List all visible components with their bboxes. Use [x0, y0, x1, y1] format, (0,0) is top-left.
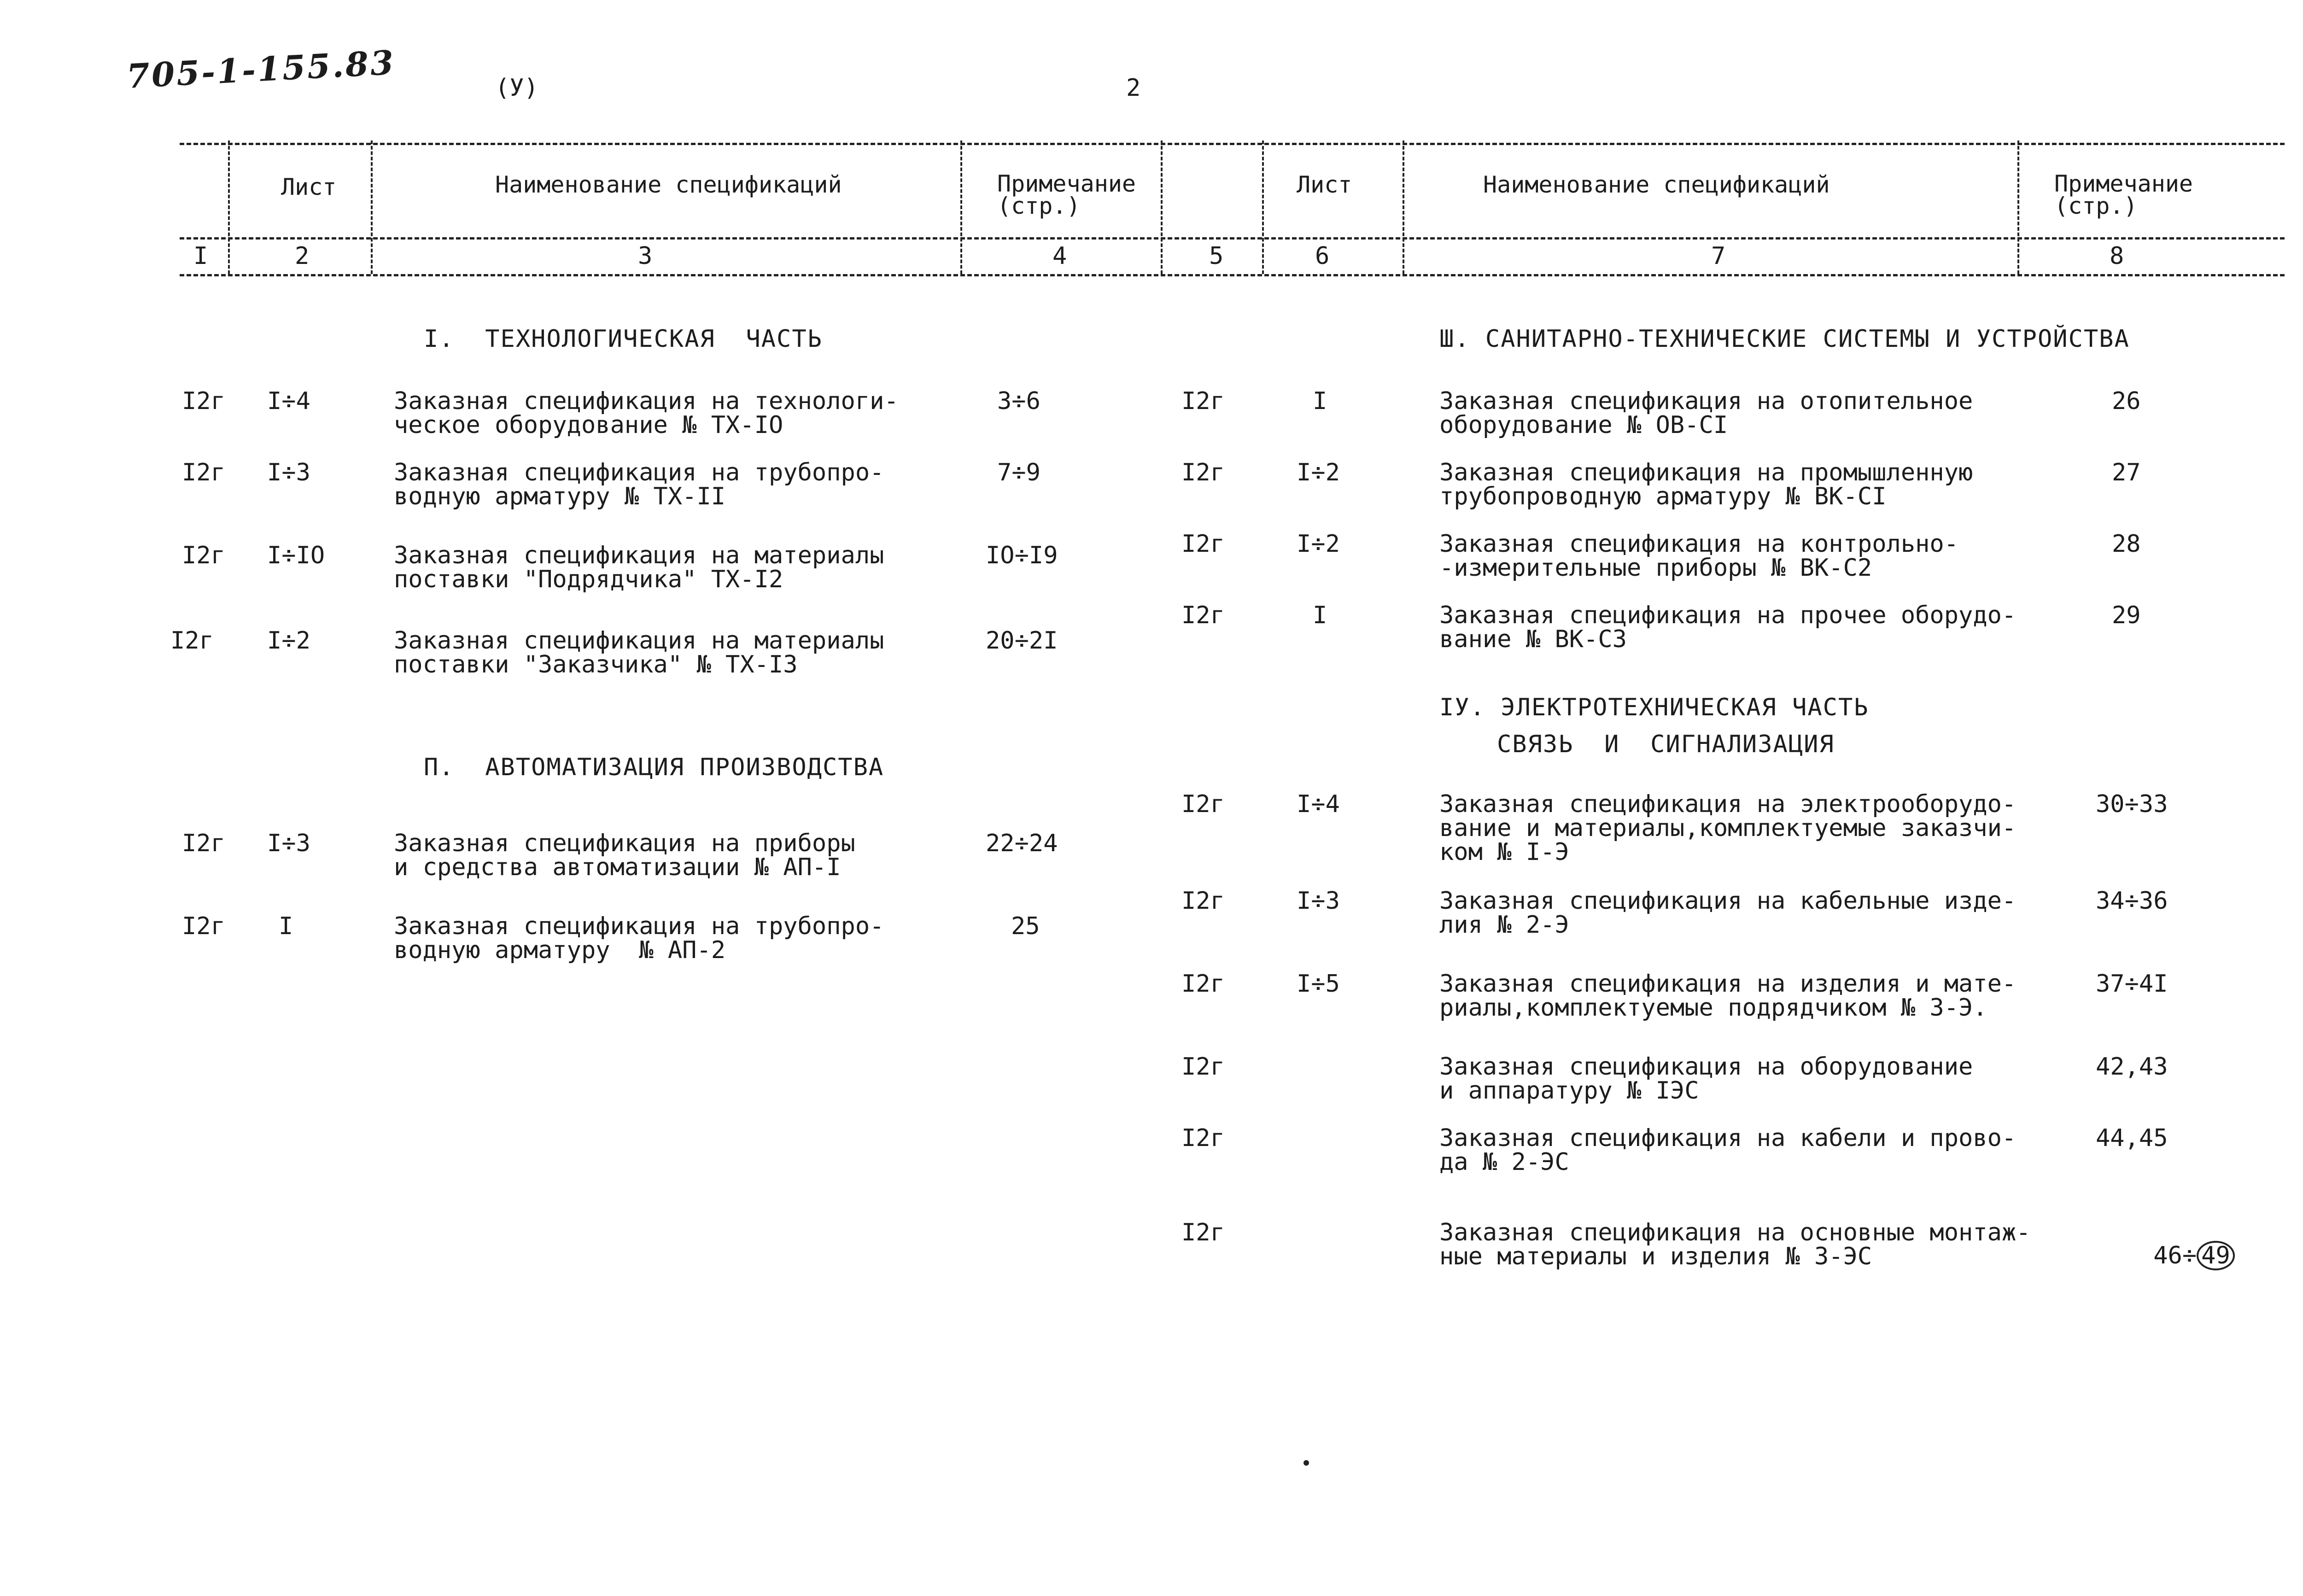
- row-sheet: I÷2: [1297, 530, 1340, 558]
- row-sheet: I÷4: [267, 387, 310, 415]
- document-code: 705-1-155.83: [125, 42, 397, 96]
- row-note: 7÷9: [997, 459, 1040, 486]
- page-number: 2: [1126, 74, 1141, 102]
- header-rule-top: [180, 143, 2285, 145]
- row-sheet: I÷3: [267, 830, 310, 857]
- col-number: 4: [1052, 242, 1067, 270]
- col-separator: [371, 140, 373, 274]
- row-format: I2г: [182, 912, 225, 940]
- header-note-right: Примечание (стр.): [2054, 170, 2193, 219]
- row-format: I2г: [182, 830, 225, 857]
- row-sheet: I÷3: [267, 459, 310, 486]
- col-number: 2: [295, 242, 310, 270]
- section-heading: IУ. ЭЛЕКТРОТЕХНИЧЕСКАЯ ЧАСТЬ: [1439, 694, 1869, 721]
- row-title-line: Заказная спецификация на электрооборудо-: [1439, 790, 2017, 818]
- row-title-line: и аппаратуру № IЭС: [1439, 1077, 1699, 1105]
- row-title-line: Заказная спецификация на прочее оборудо-: [1439, 602, 2017, 629]
- header-sheet-left: Лист: [281, 174, 337, 200]
- row-sheet: I÷IО: [267, 542, 325, 569]
- section-heading: I. ТЕХНОЛОГИЧЕСКАЯ ЧАСТЬ: [424, 325, 823, 353]
- row-format: I2г: [1181, 790, 1225, 818]
- row-note: 37÷4I: [2096, 970, 2168, 998]
- section-heading: СВЯЗЬ И СИГНАЛИЗАЦИЯ: [1497, 731, 1835, 758]
- row-title-line: Заказная спецификация на оборудование: [1439, 1053, 1973, 1081]
- row-note: 30÷33: [2096, 790, 2168, 818]
- row-title-line: Заказная спецификация на материалы: [394, 542, 884, 569]
- row-title-line: Заказная спецификация на приборы: [394, 830, 855, 857]
- row-note: 3÷6: [997, 387, 1040, 415]
- row-title-line: да № 2-ЭС: [1439, 1148, 1569, 1176]
- col-number: 3: [638, 242, 653, 270]
- row-format: I2г: [1181, 887, 1225, 915]
- row-title-line: ком № I-Э: [1439, 838, 1569, 866]
- row-title-line: и средства автоматизации № АП-I: [394, 854, 841, 881]
- row-format: I2г: [1181, 387, 1225, 415]
- row-note: 27: [2112, 459, 2141, 486]
- row-format: I2г: [1181, 970, 1225, 998]
- row-note: 28: [2112, 530, 2141, 558]
- row-title-line: Заказная спецификация на изделия и мате-: [1439, 970, 2017, 998]
- col-number: I: [193, 242, 208, 270]
- row-format: I2г: [182, 387, 225, 415]
- row-format: I2г: [1181, 1053, 1225, 1081]
- row-sheet: I: [1313, 602, 1327, 629]
- row-title-line: Заказная спецификация на материалы: [394, 627, 884, 655]
- row-format: I2г: [1181, 602, 1225, 629]
- row-title-line: Заказная спецификация на кабели и прово-: [1439, 1124, 2017, 1152]
- section-heading: Ш. САНИТАРНО-ТЕХНИЧЕСКИЕ СИСТЕМЫ И УСТРОЙСТВА: [1439, 325, 2130, 353]
- header-name-left: Наименование спецификаций: [495, 171, 842, 198]
- row-note: 34÷36: [2096, 887, 2168, 915]
- header-rule-bottom: [180, 274, 2285, 276]
- scan-speck: [1303, 1460, 1309, 1466]
- row-note: 42,43: [2096, 1053, 2168, 1081]
- row-title-line: поставки "Подрядчика" ТХ-I2: [394, 566, 783, 593]
- circled-page-number: 49: [2197, 1241, 2235, 1270]
- row-title-line: Заказная спецификация на контрольно-: [1439, 530, 1959, 558]
- col-number: 8: [2110, 242, 2124, 270]
- row-note-prefix: 46÷: [2153, 1242, 2197, 1269]
- row-sheet: I÷3: [1297, 887, 1340, 915]
- row-title-line: Заказная спецификация на технологи-: [394, 387, 899, 415]
- col-separator: [1262, 140, 1264, 274]
- row-note: 20÷2I: [986, 627, 1058, 655]
- row-note: 29: [2112, 602, 2141, 629]
- row-title-line: риалы,комплектуемые подрядчиком № 3-Э.: [1439, 994, 1987, 1022]
- row-title-line: Заказная спецификация на кабельные изде-: [1439, 887, 2017, 915]
- header-name-right: Наименование спецификаций: [1483, 171, 1830, 198]
- row-title-line: водную арматуру № ТХ-II: [394, 483, 726, 510]
- row-note: 26: [2112, 387, 2141, 415]
- row-title-line: Заказная спецификация на промышленную: [1439, 459, 1973, 486]
- row-sheet: I÷2: [1297, 459, 1340, 486]
- row-title-line: ные материалы и изделия № 3-ЭС: [1439, 1243, 1872, 1270]
- row-format: I2г: [170, 627, 214, 655]
- section-heading: П. АВТОМАТИЗАЦИЯ ПРОИЗВОДСТВА: [424, 754, 884, 781]
- row-title-line: трубопроводную арматуру № ВК-СI: [1439, 483, 1887, 510]
- row-format: I2г: [1181, 1124, 1225, 1152]
- header-sheet-right: Лист: [1297, 171, 1352, 198]
- col-number: 6: [1315, 242, 1330, 270]
- row-title-line: ческое оборудование № ТХ-IО: [394, 411, 783, 439]
- row-sheet: I: [1313, 387, 1327, 415]
- row-title-line: Заказная спецификация на отопительное: [1439, 387, 1973, 415]
- row-note: IО÷I9: [986, 542, 1058, 569]
- col-number: 5: [1209, 242, 1224, 270]
- row-title-line: вание и материалы,комплектуемые заказчи-: [1439, 814, 2017, 842]
- row-title-line: водную арматуру № АП-2: [394, 936, 726, 964]
- row-title-line: -измерительные приборы № ВК-С2: [1439, 554, 1872, 582]
- header-rule-middle: [180, 237, 2285, 240]
- row-title-line: лия № 2-Э: [1439, 911, 1569, 939]
- row-note: 22÷24: [986, 830, 1058, 857]
- row-title-line: оборудование № ОВ-СI: [1439, 411, 1728, 439]
- row-title-line: вание № ВК-С3: [1439, 626, 1627, 653]
- col-separator: [960, 140, 962, 274]
- row-sheet: I: [279, 912, 293, 940]
- header-note-left: Примечание (стр.): [997, 170, 1136, 219]
- row-note: 44,45: [2096, 1124, 2168, 1152]
- col-separator: [1403, 140, 1404, 274]
- col-separator: [1161, 140, 1163, 274]
- row-format: I2г: [1181, 530, 1225, 558]
- row-title-line: Заказная спецификация на трубопро-: [394, 912, 884, 940]
- row-sheet: I÷2: [267, 627, 310, 655]
- row-format: I2г: [1181, 1219, 1225, 1246]
- row-note: 25: [1011, 912, 1040, 940]
- row-title-line: Заказная спецификация на трубопро-: [394, 459, 884, 486]
- row-sheet: I÷5: [1297, 970, 1340, 998]
- col-number: 7: [1711, 242, 1726, 270]
- col-separator: [228, 140, 230, 274]
- col-separator: [2017, 140, 2019, 274]
- letter-mark: (У): [495, 74, 538, 102]
- row-format: I2г: [182, 542, 225, 569]
- row-format: I2г: [182, 459, 225, 486]
- row-title-line: поставки "Заказчика" № ТХ-I3: [394, 651, 798, 678]
- row-sheet: I÷4: [1297, 790, 1340, 818]
- row-format: I2г: [1181, 459, 1225, 486]
- row-note: [2096, 1217, 2235, 1294]
- row-title-line: Заказная спецификация на основные монтаж-: [1439, 1219, 2031, 1246]
